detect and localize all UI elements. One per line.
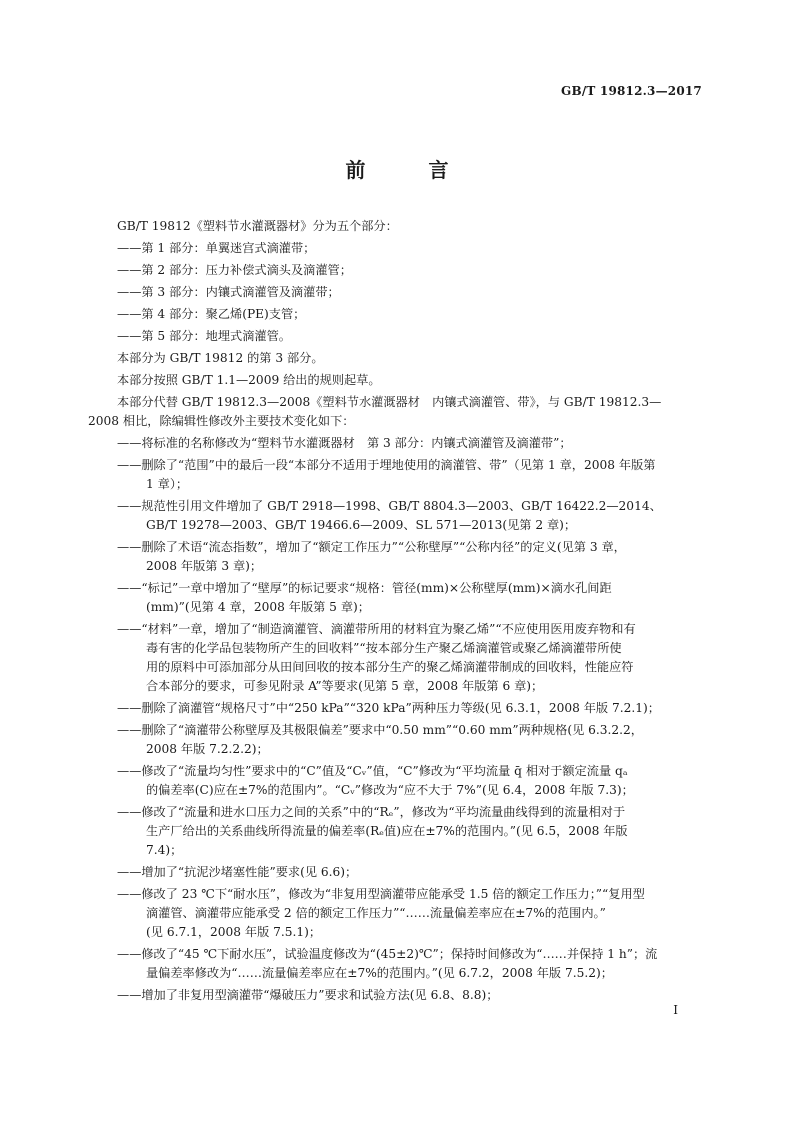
change-item-line: 量偏差率修改为“……流量偏差率应在±7%的范围内。”(见 6.7.2，2008 年版 7.5.2)； bbox=[146, 966, 613, 980]
change-item-line: ——删除了滴灌管“规格尺寸”中“250 kPa”“320 kPa”两种压力等级(见 6.3.1，2008 年版 7.2.1)； bbox=[117, 701, 660, 715]
change-item-line: ——修改了 23 ℃下“耐水压”，修改为“非复用型滴灌带应能承受 1.5 倍的额定工作压力；”“复用型 bbox=[117, 887, 645, 901]
change-item bbox=[117, 945, 706, 983]
replace-statement-line1: 本部分代替 GB/T 19812.3—2008《塑料节水灌溉器材 内镶式滴灌管、带》，与 GB/T 19812.3— bbox=[117, 395, 662, 409]
change-item-line: 的偏差率(C)应在±7%的范围内”。“Cᵥ”修改为“应不大于 7%”(见 6.4，2008 年版 7.3)； bbox=[146, 783, 634, 797]
change-item-line: 生产厂给出的关系曲线所得流量的偏差率(Rₑ值)应在±7%的范围内。”(见 6.5，2008 年版 bbox=[146, 824, 628, 838]
part-item: ——第 3 部分：内镶式滴灌管及滴灌带； bbox=[117, 285, 340, 299]
change-item-line: ——删除了“滴灌带公称壁厚及其极限偏差”要求中“0.50 mm”“0.60 mm”两种规格(见 6.3.2.2， bbox=[117, 723, 643, 737]
change-item bbox=[117, 699, 706, 718]
change-item-line: ——修改了“流量和进水口压力之间的关系”中的“Rₑ”，修改为“平均流量曲线得到的流量相对于 bbox=[117, 805, 626, 819]
parts-list bbox=[117, 239, 706, 346]
change-item-line: ——增加了非复用型滴灌带“爆破压力”要求和试验方法(见 6.8、8.8)； bbox=[117, 988, 499, 1002]
change-item-line: ——将标准的名称修改为“塑料节水灌溉器材 第 3 部分：内镶式滴灌管及滴灌带”； bbox=[117, 436, 572, 450]
parts-intro: GB/T 19812《塑料节水灌溉器材》分为五个部分： bbox=[117, 219, 398, 233]
change-item-line: 毒有害的化学品包装物所产生的回收料”“按本部分生产聚乙烯滴灌管或聚乙烯滴灌带所使 bbox=[146, 641, 622, 655]
change-item-line: ——删除了术语“流态指数”，增加了“额定工作压力”“公称壁厚”“公称内径”的定义(见第 3 章， bbox=[117, 540, 626, 554]
change-item-line: 7.4)； bbox=[146, 843, 183, 857]
change-item bbox=[117, 434, 706, 453]
part-item: ——第 1 部分：单翼迷宫式滴灌带； bbox=[117, 241, 316, 255]
change-item-line: ——修改了“流量均匀性”要求中的“C”值及“Cᵥ”值，“C”修改为“平均流量 q̄ 相对于额定流量 qₐ bbox=[117, 764, 628, 778]
change-item bbox=[117, 456, 706, 494]
change-item bbox=[117, 863, 706, 882]
standard-code-header: GB/T 19812.3—2017 bbox=[561, 84, 702, 98]
page-title: 前 言 bbox=[345, 158, 477, 182]
change-item bbox=[117, 538, 706, 576]
change-item-line: 2008 年版 7.2.2.2)； bbox=[146, 742, 269, 756]
change-item-line: ——“材料”一章，增加了“制造滴灌管、滴灌带所用的材料宜为聚乙烯”“不应使用医用废弃物和有 bbox=[117, 622, 636, 636]
change-item-line: ——“标记”一章中增加了“壁厚”的标记要求“规格：管径(mm)×公称壁厚(mm)×滴水孔间距 bbox=[117, 581, 612, 595]
changes-list bbox=[117, 434, 706, 1005]
statement-part: 本部分为 GB/T 19812 的第 3 部分。 bbox=[117, 351, 324, 365]
change-item-line: 合本部分的要求，可参见附录 A”等要求(见第 5 章，2008 年版第 6 章)； bbox=[146, 679, 544, 693]
change-item bbox=[117, 762, 706, 800]
change-item bbox=[117, 885, 706, 942]
change-item-line: (mm)”(见第 4 章，2008 年版第 5 章)； bbox=[146, 600, 370, 614]
statement-rules: 本部分按照 GB/T 1.1—2009 给出的规则起草。 bbox=[117, 373, 381, 387]
change-item bbox=[117, 803, 706, 860]
part-item: ——第 4 部分：聚乙烯(PE)支管； bbox=[117, 307, 306, 321]
foreword-body bbox=[88, 217, 706, 1008]
part-item: ——第 5 部分：地埋式滴灌管。 bbox=[117, 329, 291, 343]
change-item-line: (见 6.7.1，2008 年版 7.5.1)； bbox=[146, 925, 322, 939]
change-item bbox=[117, 579, 706, 617]
change-item-line: 滴灌管、滴灌带应能承受 2 倍的额定工作压力”“……流量偏差率应在±7%的范围内。” bbox=[146, 906, 606, 920]
change-item-line: 用的原料中可添加部分从田间回收的按本部分生产的聚乙烯滴灌带制成的回收料，性能应符 bbox=[146, 660, 634, 674]
change-item-line: ——删除了“范围”中的最后一段“本部分不适用于埋地使用的滴灌管、带”（见第 1 章，2008 年版第 bbox=[117, 458, 656, 472]
part-item: ——第 2 部分：压力补偿式滴头及滴灌管； bbox=[117, 263, 352, 277]
change-item bbox=[117, 497, 706, 535]
change-item-line: ——规范性引用文件增加了 GB/T 2918—1998、GB/T 8804.3—2003、GB/T 16422.2—2014、 bbox=[117, 499, 662, 513]
change-item bbox=[117, 721, 706, 759]
change-item-line: ——修改了“45 ℃下耐水压”，试验温度修改为“(45±2)℃”；保持时间修改为“……并保持 1 h”；流 bbox=[117, 947, 658, 961]
change-item bbox=[117, 986, 706, 1005]
change-item-line: ——增加了“抗泥沙堵塞性能”要求(见 6.6)； bbox=[117, 865, 358, 879]
change-item-line: GB/T 19278—2003、GB/T 19466.6—2009、SL 571—2013(见第 2 章)； bbox=[146, 518, 577, 532]
page-number: I bbox=[673, 1003, 678, 1017]
change-item-line: 1 章）； bbox=[146, 477, 189, 491]
replace-statement-line2: 2008 相比，除编辑性修改外主要技术变化如下： bbox=[88, 414, 355, 428]
change-item bbox=[117, 620, 706, 696]
change-item-line: 2008 年版第 3 章)； bbox=[146, 559, 263, 573]
